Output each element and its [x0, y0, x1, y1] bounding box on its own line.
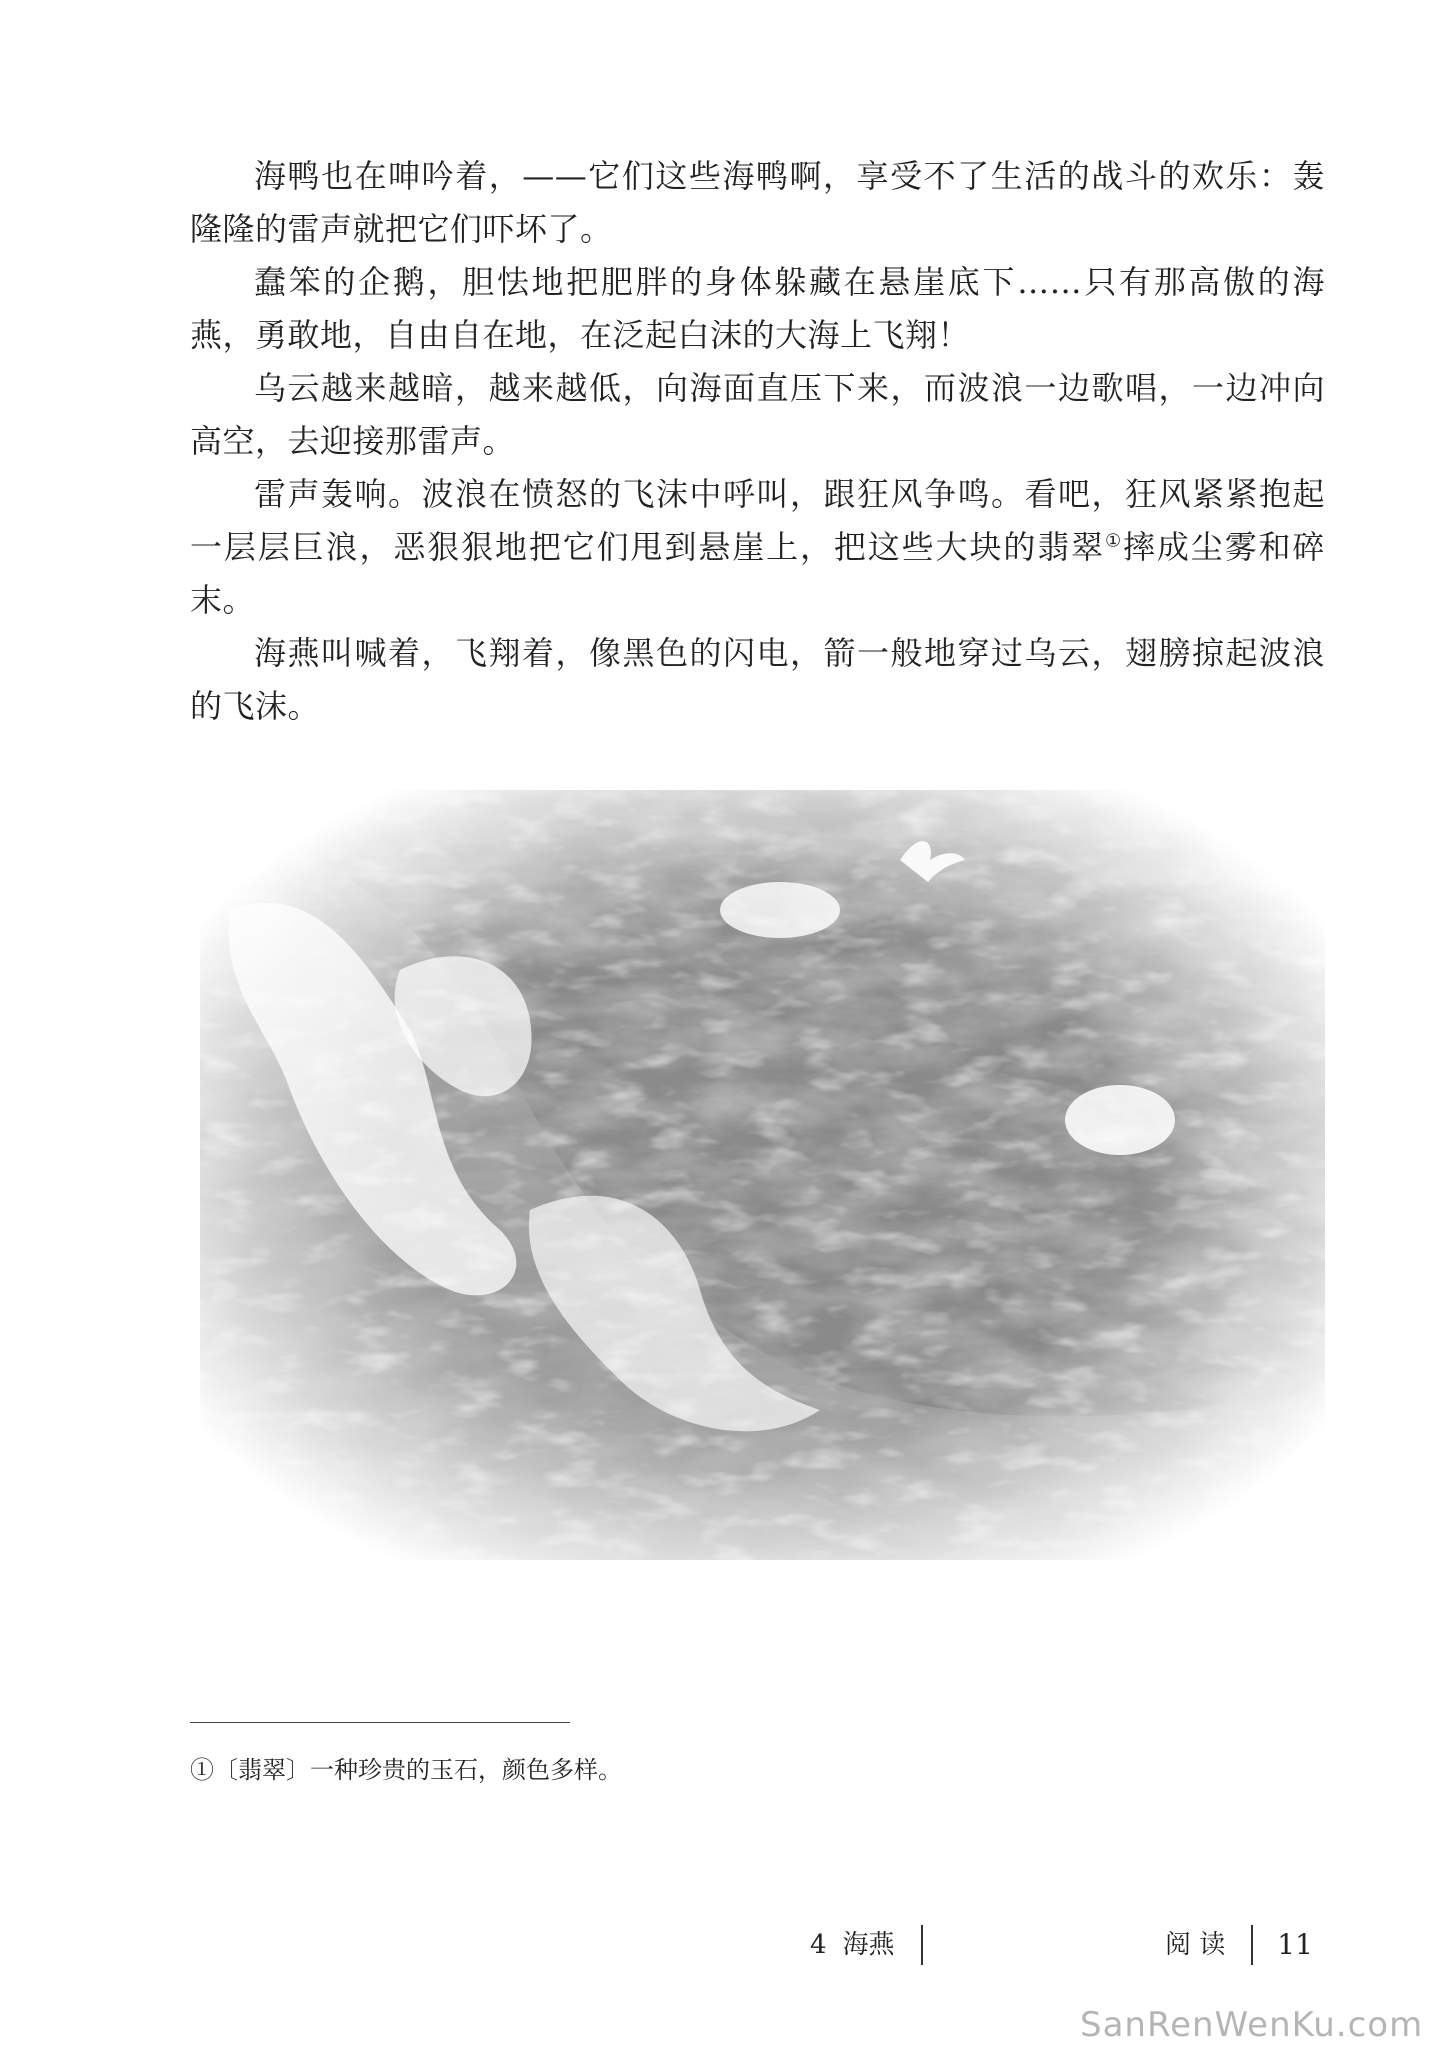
paragraph-4 — [190, 468, 1325, 627]
footer-divider-2 — [1251, 1925, 1253, 1965]
chapter-title: 海燕 — [842, 1930, 895, 1960]
paragraph-4-after: 摔成尘雾和碎末。 — [190, 528, 1325, 619]
page-number: 11 — [1277, 1928, 1313, 1961]
stormy-sea-illustration — [200, 790, 1325, 1560]
paragraph-1: 海鸭也在呻吟着，——它们这些海鸭啊，享受不了生活的战斗的欢乐：轰隆隆的雷声就把它们吓坏了。 — [190, 157, 1325, 248]
site-watermark: SanRenWenKu.com — [1080, 2005, 1424, 2045]
footer-divider — [921, 1925, 923, 1965]
footnote-divider — [190, 1722, 570, 1723]
paragraph-3: 乌云越来越暗，越来越低，向海面直压下来，而波浪一边歌唱，一边冲向高空，去迎接那雷声。 — [190, 369, 1325, 460]
footer-chapter — [810, 1925, 947, 1965]
footnote-marker: ① — [1105, 530, 1124, 552]
footnote: ①〔翡翠〕一种珍贵的玉石，颜色多样。 — [190, 1756, 622, 1784]
chapter-number: 4 — [810, 1930, 827, 1960]
body-text — [190, 150, 1325, 733]
paragraph-5: 海燕叫喊着，飞翔着，像黑色的闪电，箭一般地穿过乌云，翅膀掠起波浪的飞沫。 — [190, 634, 1325, 725]
paragraph-2: 蠢笨的企鹅，胆怯地把肥胖的身体躲藏在悬崖底下……只有那高傲的海燕，勇敢地，自由自在地，在泛起白沫的大海上飞翔！ — [190, 263, 1325, 354]
paragraph-4-before: 雷声轰响。波浪在愤怒的飞沫中呼叫，跟狂风争鸣。看吧，狂风紧紧抱起一层层巨浪，恶狠狠地把它们甩到悬崖上，把这些大块的翡翠 — [190, 475, 1325, 566]
footer-section — [1165, 1925, 1313, 1965]
section-name: 阅 读 — [1165, 1930, 1226, 1960]
